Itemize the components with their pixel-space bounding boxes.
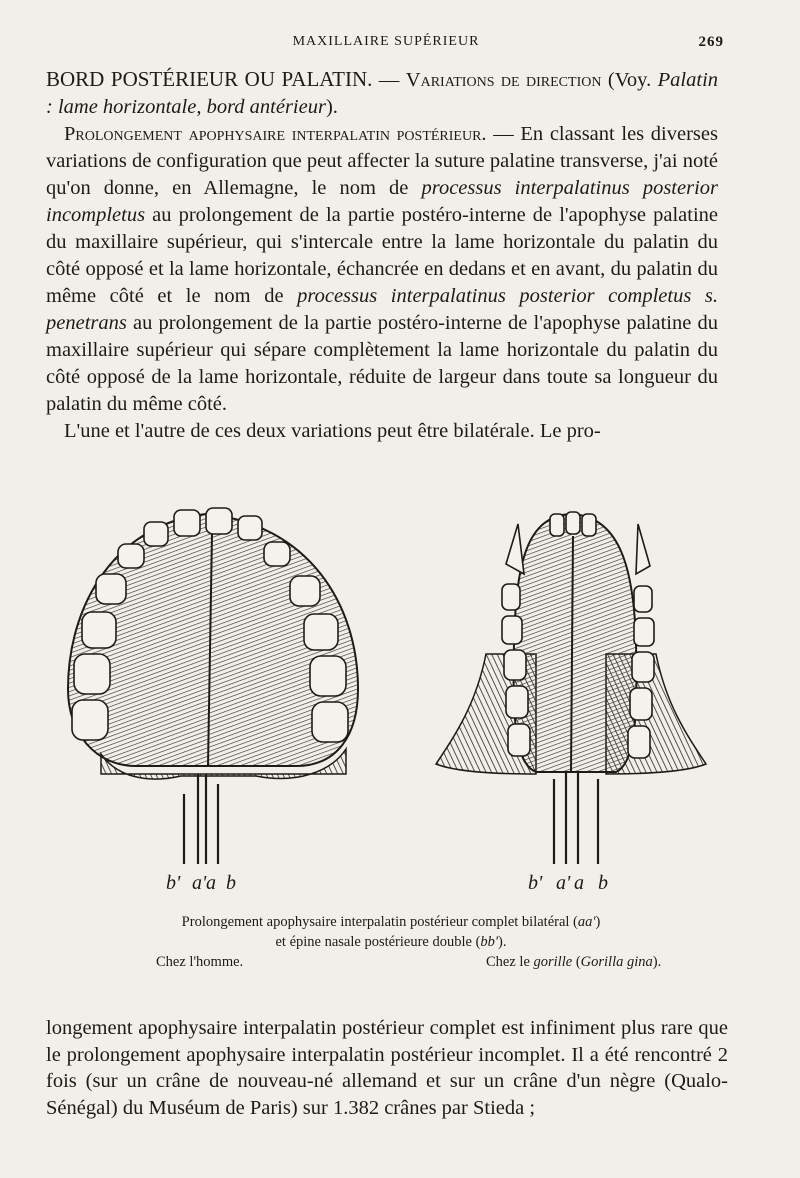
section-subheading: Variations de direction xyxy=(405,69,602,91)
caption-text: ) xyxy=(595,914,601,930)
caption-line-2 xyxy=(46,932,736,952)
label-a-prime-right: a' xyxy=(556,872,571,894)
paragraph-text: au prolongement de la partie postéro-interne de l'apophyse palatine du maxillaire supérieur qui sépare complètement la lame horizontale du palatin du côté opposé de la lame horizontale, réduite de largeur dans toute sa longueur du palatin du même côté. xyxy=(46,312,718,415)
paragraph-text: au prolongement de la partie postéro-interne de l'apophyse palatine du maxillaire supérieur, qui s'intercale entre la lame horizontale du palatin du côté opposé et la lame horizontale, échancrée en dedans et en avant, du palatin du même côté et le nom de xyxy=(46,204,718,307)
body-text xyxy=(46,66,718,445)
label-a-left: a xyxy=(206,872,216,894)
caption-text: et épine nasale postérieure double ( xyxy=(275,934,481,950)
section-bord-posterieur xyxy=(46,66,718,121)
caption-text: ( xyxy=(572,954,581,970)
label-b-left: b xyxy=(226,872,236,894)
caption-italic: gorille xyxy=(533,954,573,970)
running-head xyxy=(46,34,726,54)
caption-sub-left: Chez l'homme. xyxy=(156,954,244,970)
section-heading: BORD POSTÉRIEUR OU PALATIN. xyxy=(46,67,373,91)
dash: — xyxy=(372,69,406,91)
label-b-prime-right: b' xyxy=(528,872,543,894)
page-number: 269 xyxy=(698,34,724,50)
caption-line-1 xyxy=(46,912,736,932)
paragraph-continuation: longement apophysaire interpalatin postérieur complet est infiniment plus rare que le prolongement apophysaire interpalatin postérieur incomplet. Il a été rencontré 2 fois (sur un crâne de nouveau-né allemand et sur un crâne d'un nègre (Qualo-Sénégal) du Muséum de Paris) sur 1.382 crânes par Stieda ; xyxy=(46,1017,728,1119)
caption-italic: Gorilla gina xyxy=(580,954,653,970)
figure-illustration xyxy=(46,504,736,904)
dash: — xyxy=(486,123,521,145)
section-heading: Prolongement apophysaire interpalatin postérieur. xyxy=(64,123,487,145)
reference-open: (Voy. xyxy=(607,69,658,91)
latin-term: processus interpalatinus posterior incompletus xyxy=(46,177,718,226)
reference-close: ). xyxy=(325,96,338,118)
paragraph-text: En classant les diverses variations de configuration que peut affecter la suture palatine transverse, j'ai noté qu'on donne, en Allemagne, le nom de xyxy=(46,123,718,199)
gorilla-palate-drawing xyxy=(436,512,706,894)
section-prolongement xyxy=(46,121,718,418)
paragraph-bilateral: L'une et l'autre de ces deux variations peut être bilatérale. Le pro- xyxy=(64,420,601,442)
continuation-text xyxy=(46,1015,728,1121)
caption-sublabels xyxy=(46,952,736,972)
caption-italic: aa' xyxy=(577,914,596,930)
label-b-right: b xyxy=(598,872,608,894)
label-b-prime-left: b' xyxy=(166,872,181,894)
figure-palates xyxy=(46,504,736,904)
human-palate-drawing xyxy=(68,508,358,894)
caption-text: ). xyxy=(652,954,662,970)
caption-sub-right xyxy=(486,952,661,972)
caption-text: ). xyxy=(498,934,507,950)
running-head-title: MAXILLAIRE SUPÉRIEUR xyxy=(292,34,480,49)
latin-term: processus interpalatinus posterior completus s. penetrans xyxy=(46,285,718,334)
figure-caption xyxy=(46,912,736,972)
reference-italic: Palatin : lame horizontale, bord antérieur xyxy=(46,69,719,118)
caption-text: Chez le xyxy=(486,954,534,970)
label-a-right: a xyxy=(574,872,584,894)
caption-italic: bb' xyxy=(480,934,499,950)
label-a-prime-left: a' xyxy=(192,872,207,894)
caption-text: Prolongement apophysaire interpalatin postérieur complet bilatéral ( xyxy=(181,914,578,930)
